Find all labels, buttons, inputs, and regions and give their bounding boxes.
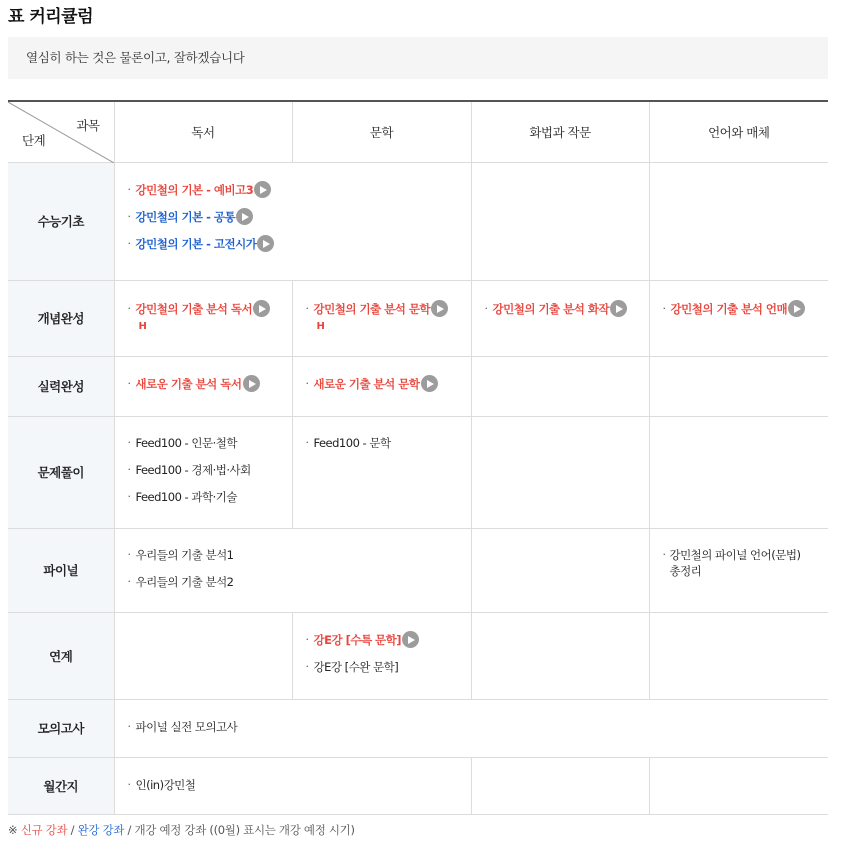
cell-practice-literature [292,416,471,528]
empty-cell [471,757,649,814]
course-link[interactable]: 인(in)강민철 [135,777,196,792]
table-row [8,699,828,757]
stage-label: 문제풀이 [8,416,114,528]
play-circle-icon[interactable] [431,300,448,317]
corner-stage-label: 단계 [22,132,46,148]
course-item[interactable]: · Feed100 - 문학 [305,435,391,450]
play-circle-icon[interactable] [254,181,271,198]
cell-basic-reading-literature [114,162,471,280]
stage-label: 개념완성 [8,280,114,356]
course-link[interactable]: 강민철의 기출 분석 언매 [670,301,788,316]
course-link[interactable]: Feed100 - 과학·기술 [135,489,237,504]
course-link[interactable]: 새로운 기출 분석 독서 [135,376,242,391]
table-row [8,280,828,356]
col-header-speech-writing: 화법과 작문 [471,101,649,162]
col-header-literature: 문학 [292,101,471,162]
slogan-banner: 열심히 하는 것은 물론이고, 잘하겠습니다 [8,37,828,79]
course-link[interactable]: 파이널 실전 모의고사 [135,719,238,734]
play-circle-icon[interactable] [402,631,419,648]
table-row [8,612,828,699]
course-item[interactable]: · 강민철의 기출 분석 언매 [663,301,829,317]
course-item[interactable]: · 강민철의 기출 분석 화작 [485,301,649,317]
stage-label: 실력완성 [8,356,114,416]
table-row [8,528,828,612]
empty-cell [649,356,828,416]
table-row [8,416,828,528]
cell-concept-literature [292,280,471,356]
corner-subject-label: 과목 [76,118,100,133]
course-item[interactable]: · 강민철의 기본 - 공통 [128,209,471,225]
empty-cell [471,416,649,528]
curriculum-table [8,100,828,815]
course-item[interactable]: · 새로운 기출 분석 문학 [306,376,471,392]
course-link[interactable]: 강E강 [수완 문학] [313,659,399,674]
legend-completed-course: 완강 강좌 [77,823,125,837]
cell-concept-speech-writing [471,280,649,356]
legend-footnote [8,822,355,838]
course-item[interactable]: · 강E강 [수완 문학] [305,659,399,674]
play-circle-icon[interactable] [421,375,438,392]
legend-new-course: 신규 강좌 [20,823,68,837]
play-circle-icon[interactable] [253,300,270,317]
play-circle-icon[interactable] [788,300,805,317]
cell-final-reading-literature [114,528,471,612]
legend-separator: / [124,823,135,837]
stage-label: 수능기초 [8,162,114,280]
cell-concept-language-media [649,280,828,356]
cell-concept-reading [114,280,292,356]
cell-skill-literature [292,356,471,416]
cell-mock-exam [114,699,828,757]
corner-header [8,101,114,162]
course-item[interactable]: · 강E강 [수특 문학] [306,632,471,648]
course-link[interactable]: Feed100 - 문학 [313,435,391,450]
course-item[interactable]: · 강민철의 기본 - 예비고3 [128,182,471,198]
h-badge: H [138,320,147,332]
h-badge: H [316,320,325,332]
col-header-reading: 독서 [114,101,292,162]
course-item[interactable]: · 우리들의 기출 분석1 [127,547,234,562]
footnote-prefix: ※ [8,823,21,837]
course-link[interactable]: Feed100 - 경제·법·사회 [135,462,251,477]
course-item[interactable]: · Feed100 - 과학·기술 [127,489,237,504]
course-item[interactable]: · 새로운 기출 분석 독서 [128,376,292,392]
stage-label: 모의고사 [8,699,114,757]
stage-label: 월간지 [8,757,114,814]
course-link[interactable]: 강민철의 기본 - 예비고3 [135,182,254,197]
course-item[interactable]: · 강민철의 기출 분석 독서 [128,301,292,317]
empty-cell [649,612,828,699]
course-link[interactable]: 강민철의 기출 분석 독서 [135,301,253,316]
course-item[interactable]: · Feed100 - 경제·법·사회 [127,462,251,477]
stage-label: 파이널 [8,528,114,612]
page-title: 표 커리큘럼 [8,7,94,27]
cell-monthly [114,757,471,814]
course-link[interactable]: 강민철의 기출 분석 화작 [492,301,610,316]
course-link[interactable]: 강E강 [수특 문학] [313,632,402,647]
course-link[interactable]: 강민철의 기본 - 공통 [135,209,236,224]
course-link[interactable]: 강민철의 파이널 언어(문법) 총정리 [669,547,801,578]
legend-separator: / [67,823,78,837]
empty-cell [649,757,828,814]
course-item[interactable]: · 강민철의 파이널 언어(문법) 총정리 [663,547,815,579]
table-row [8,356,828,416]
empty-cell [114,612,292,699]
empty-cell [471,356,649,416]
course-item[interactable]: · 강민철의 기본 - 고전시가 [128,236,471,252]
stage-label: 연계 [8,612,114,699]
course-link[interactable]: 강민철의 기본 - 고전시가 [135,236,257,251]
col-header-language-media: 언어와 매체 [649,101,828,162]
course-item[interactable]: · 강민철의 기출 분석 문학 [306,301,471,317]
empty-cell [471,528,649,612]
play-circle-icon[interactable] [236,208,253,225]
course-link[interactable]: Feed100 - 인문·철학 [135,435,237,450]
empty-cell [649,162,828,280]
cell-link-literature [292,612,471,699]
course-item[interactable]: · 인(in)강민철 [127,777,196,792]
course-item[interactable]: · 우리들의 기출 분석2 [127,574,234,589]
course-link[interactable]: 우리들의 기출 분석2 [135,574,234,589]
play-circle-icon[interactable] [610,300,627,317]
table-row [8,162,828,280]
play-circle-icon[interactable] [243,375,260,392]
course-item[interactable]: · 파이널 실전 모의고사 [127,719,238,734]
play-circle-icon[interactable] [257,235,274,252]
empty-cell [471,612,649,699]
course-link[interactable]: 우리들의 기출 분석1 [135,547,234,562]
cell-final-language-media [649,528,828,612]
course-link[interactable]: 새로운 기출 분석 문학 [313,376,420,391]
course-item[interactable]: · Feed100 - 인문·철학 [127,435,237,450]
cell-practice-reading [114,416,292,528]
empty-cell [471,162,649,280]
course-link[interactable]: 강민철의 기출 분석 문학 [313,301,431,316]
cell-skill-reading [114,356,292,416]
legend-planned-course: 개강 예정 강좌 ((0월) 표시는 개강 예정 시기) [134,823,355,837]
empty-cell [649,416,828,528]
table-row [8,757,828,814]
